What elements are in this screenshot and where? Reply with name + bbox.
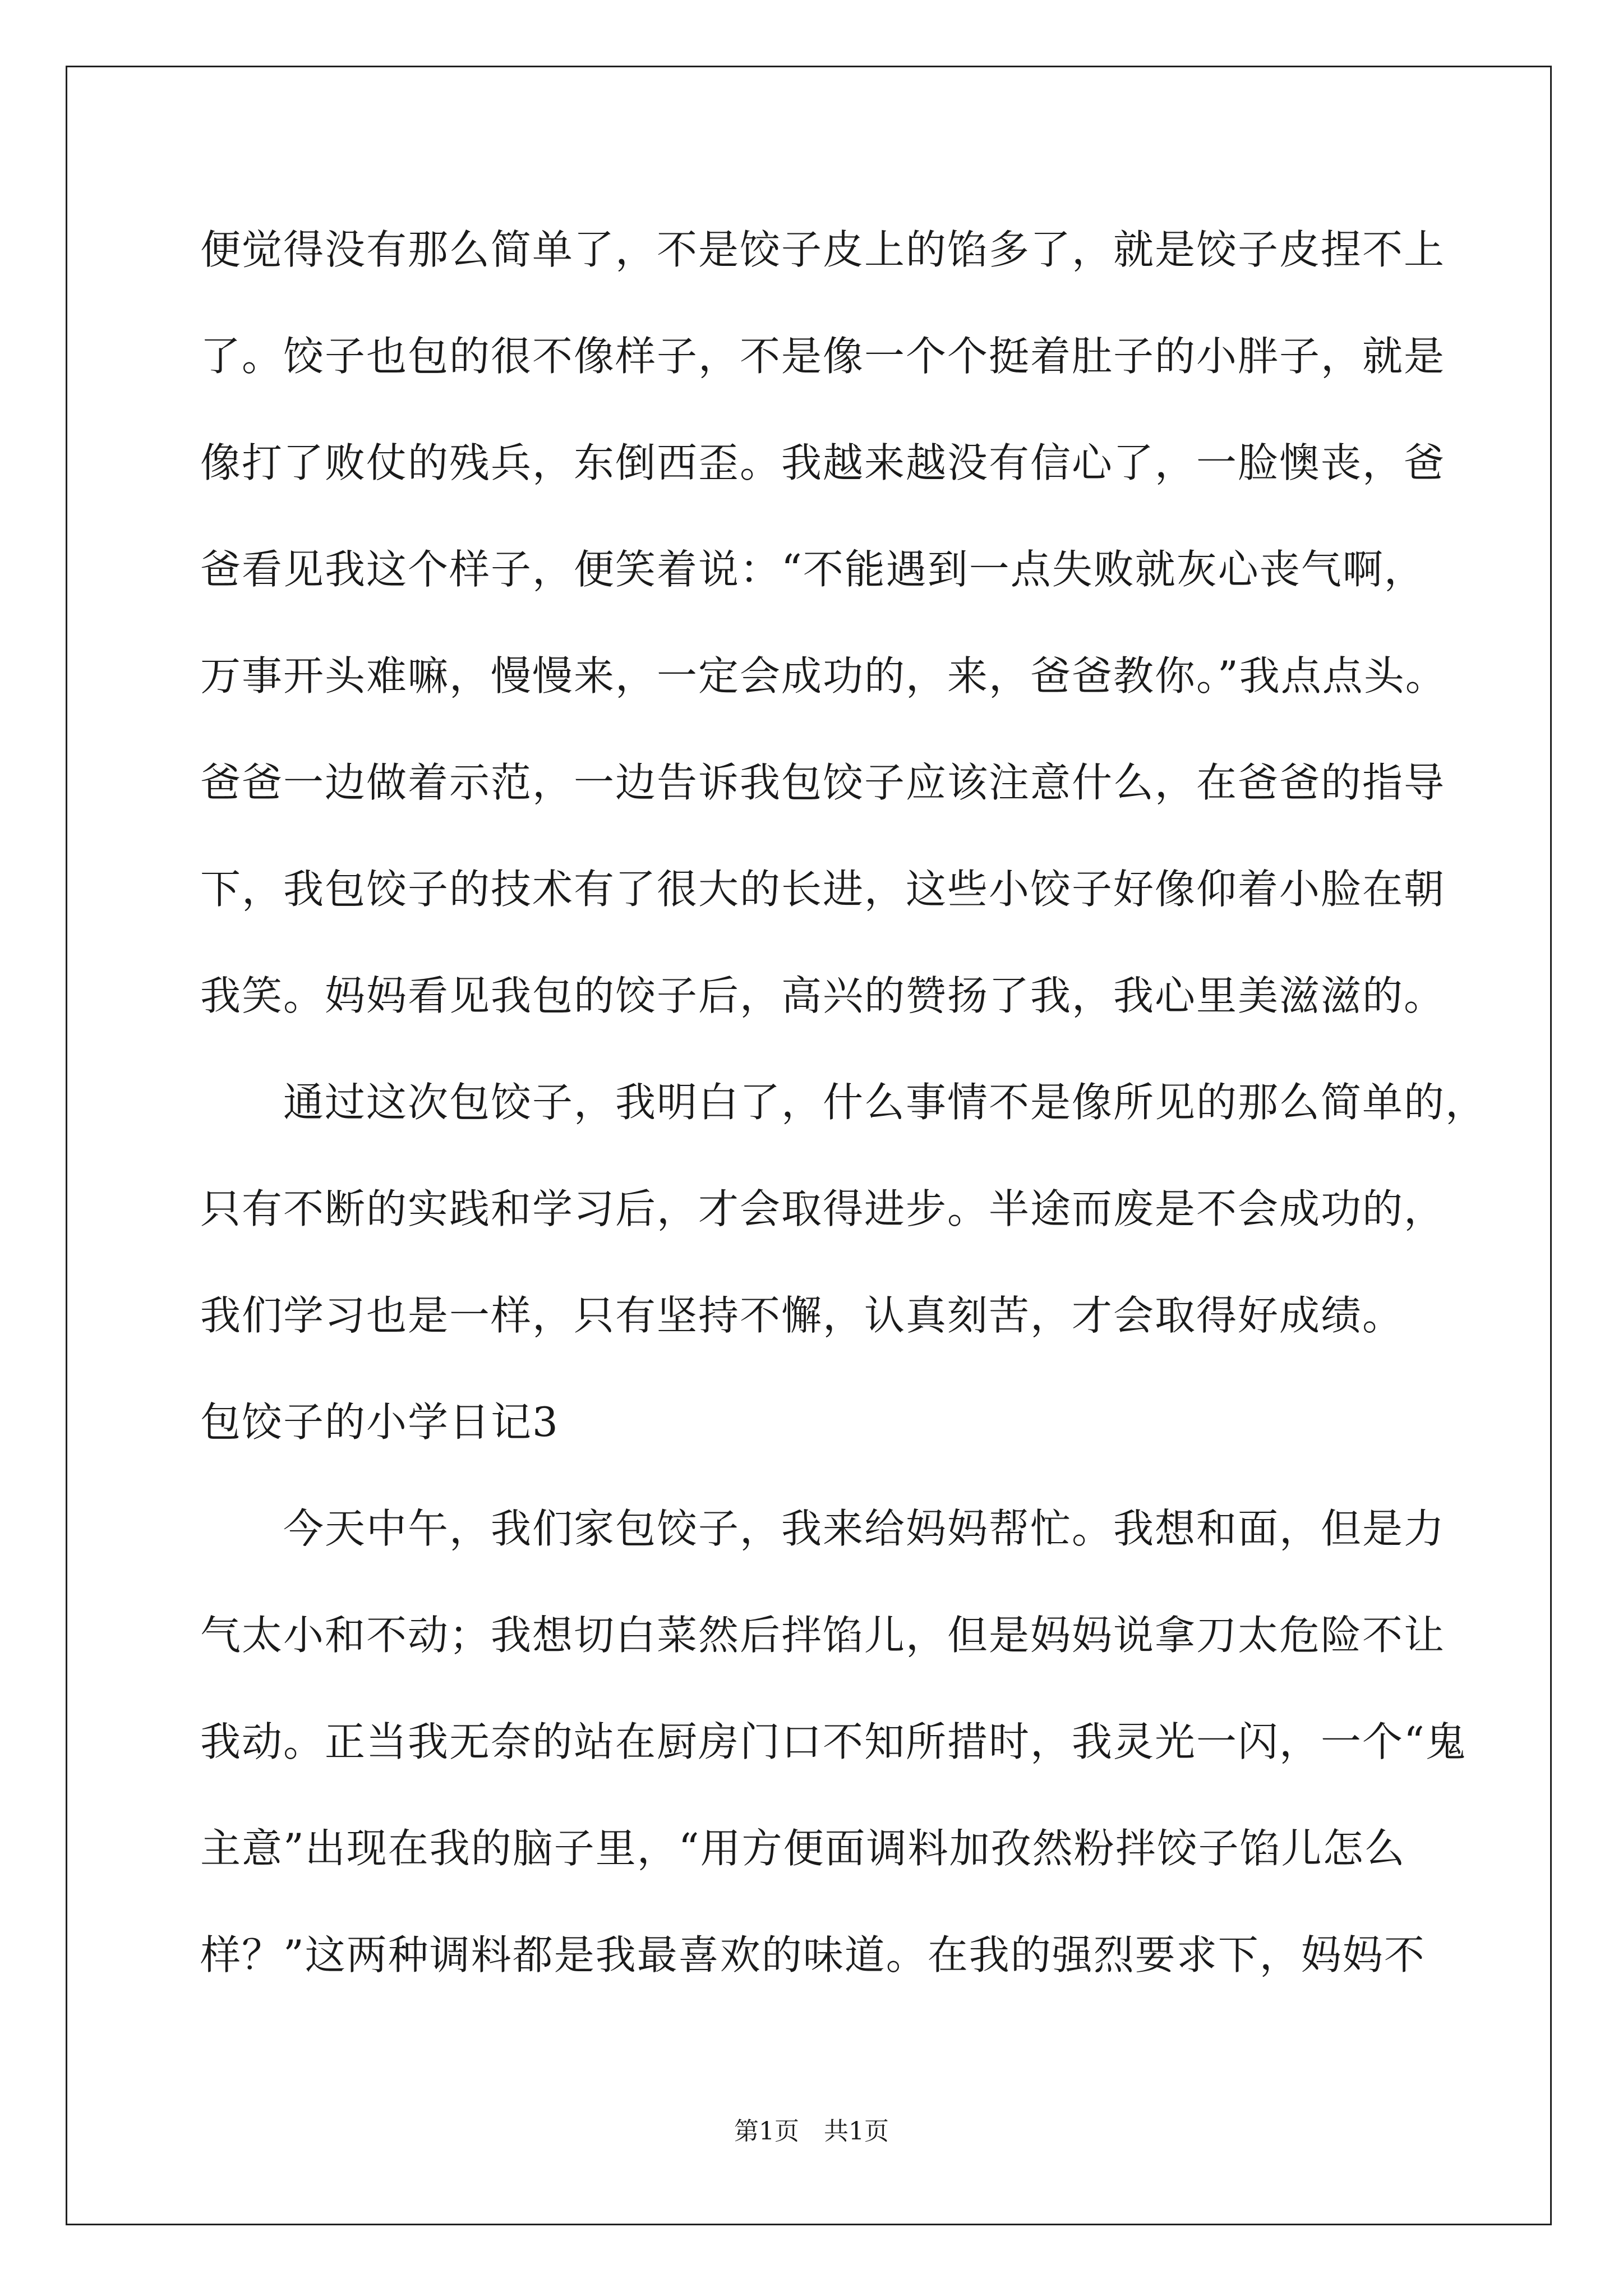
text-line: 样？”这两种调料都是我最喜欢的味道。在我的强烈要求下，妈妈不 [200, 1931, 1426, 1978]
page-border [66, 66, 1552, 2225]
text-line: 主意”出现在我的脑子里，“用方便面调料加孜然粉拌饺子馅儿怎么 [200, 1825, 1406, 1872]
text-line: 气太小和不动；我想切白菜然后拌馅儿，但是妈妈说拿刀太危险不让 [200, 1612, 1446, 1659]
text-line: 爸爸一边做着示范，一边告诉我包饺子应该注意什么，在爸爸的指导 [200, 759, 1446, 806]
text-line: 便觉得没有那么简单了，不是饺子皮上的馅多了，就是饺子皮捏不上 [200, 226, 1446, 273]
text-line: 我们学习也是一样，只有坚持不懈，认真刻苦，才会取得好成绩。 [200, 1292, 1404, 1339]
text-line: 了。饺子也包的很不像样子，不是像一个个挺着肚子的小胖子，就是 [200, 333, 1446, 380]
text-line: 我笑。妈妈看见我包的饺子后，高兴的赞扬了我，我心里美滋滋的。 [200, 972, 1446, 1019]
text-line: 万事开头难嘛，慢慢来，一定会成功的，来，爸爸教你。”我点点头。 [200, 652, 1447, 700]
text-line: 只有不断的实践和学习后，才会取得进步。半途而废是不会成功的， [200, 1185, 1446, 1232]
text-line: 我动。正当我无奈的站在厨房门口不知所措时，我灵光一闪，一个“鬼 [200, 1718, 1467, 1765]
section-heading: 包饺子的小学日记3 [200, 1398, 559, 1446]
text-line: 今天中午，我们家包饺子，我来给妈妈帮忙。我想和面，但是力 [200, 1505, 1446, 1552]
text-line: 爸看见我这个样子，便笑着说：“不能遇到一点失败就灰心丧气啊， [200, 546, 1426, 593]
page-footer: 第1页 共1页 [734, 2117, 889, 2146]
text-line: 像打了败仗的残兵，东倒西歪。我越来越没有信心了，一脸懊丧，爸 [200, 439, 1446, 486]
text-line: 下，我包饺子的技术有了很大的长进，这些小饺子好像仰着小脸在朝 [200, 866, 1446, 913]
text-line: 通过这次包饺子，我明白了，什么事情不是像所见的那么简单的， [200, 1079, 1487, 1126]
